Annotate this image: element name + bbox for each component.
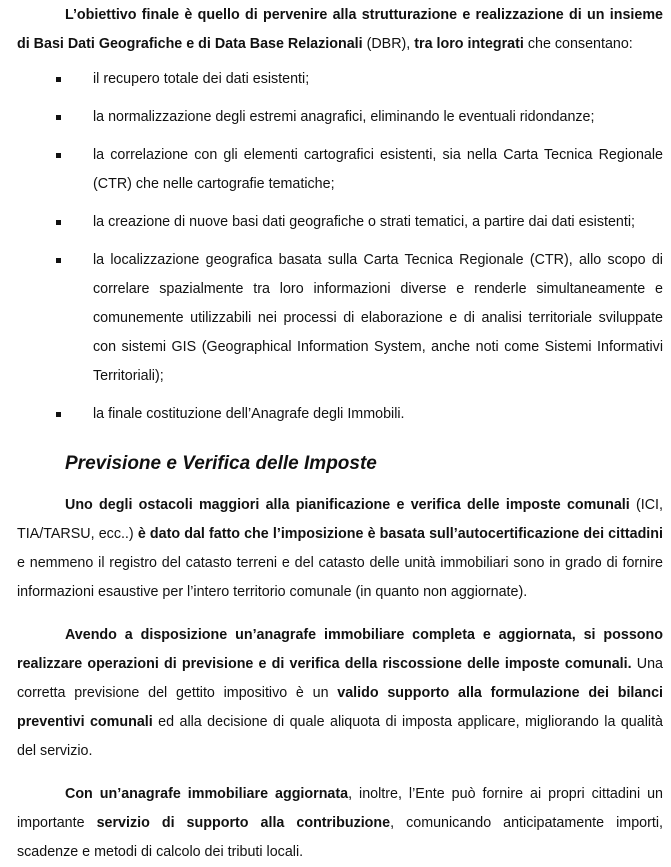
square-bullet-icon: [56, 115, 61, 120]
p1-bold-2: è dato dal fatto che l’imposizione è basata sull’autocertificazione dei cittadini: [137, 526, 663, 542]
paragraph-forecast: [17, 621, 663, 766]
list-item: [17, 246, 663, 391]
p2-bold-1: Avendo a disposizione un’anagrafe immobiliare completa e aggiornata, si possono realizzare operazioni di previsione e di verifica della riscossione delle imposte comunali.: [17, 627, 663, 672]
section-heading: Previsione e Verifica delle Imposte: [65, 453, 377, 474]
objectives-list: [17, 65, 663, 429]
square-bullet-icon: [56, 258, 61, 263]
p2-text-1: Una corretta previsione del gettito impositivo è un: [17, 656, 664, 701]
paragraph-support: [17, 780, 663, 867]
list-item: [17, 208, 663, 237]
paragraph-gap: [17, 766, 663, 780]
list-item-text: la creazione di nuove basi dati geografiche o strati tematici, a partire dai dati esistenti;: [93, 214, 635, 230]
intro-paragraph: [17, 1, 663, 59]
intro-text-2: che consentano:: [523, 36, 633, 52]
paragraph-gap: [17, 607, 663, 621]
intro-bold-1: L’obiettivo finale è quello di pervenire alla strutturazione e realizzazione di un insieme di Basi Dati Geografiche e di Data Base Relazionali: [17, 7, 663, 52]
list-item-text: il recupero totale dei dati esistenti;: [93, 71, 310, 87]
square-bullet-icon: [56, 220, 61, 225]
p3-text-2: , comunicando anticipatamente importi, scadenze e metodi di calcolo dei tributi locali.: [17, 815, 663, 860]
list-item: [17, 65, 663, 94]
list-item: [17, 103, 663, 132]
p2-bold-2: valido supporto alla formulazione dei bilanci preventivi comunali: [17, 685, 663, 730]
p1-bold-1: Uno degli ostacoli maggiori alla pianificazione e verifica delle imposte comunali: [65, 497, 630, 513]
list-item-text: la localizzazione geografica basata sulla Carta Tecnica Regionale (CTR), allo scopo di correlare spazialmente tra loro informazioni diverse e renderle simultaneamente e comunemente utilizzabili nei processi di elaborazione e di analisi territoriale sviluppate con sistemi GIS (Geographical Information System, anche noti come Sistemi Informativi Territoriali);: [93, 252, 663, 384]
p1-text-1: (ICI, TIA/TARSU, ecc..): [17, 497, 663, 542]
list-item-text: la finale costituzione dell’Anagrafe degli Immobili.: [93, 406, 405, 422]
list-item: [17, 400, 663, 429]
p3-bold-1: Con un’anagrafe immobiliare aggiornata: [65, 786, 349, 802]
p3-text-1: , inoltre, l’Ente può fornire ai propri cittadini un importante: [17, 786, 663, 831]
p2-text-2: ed alla decisione di quale aliquota di imposta applicare, migliorando la qualità del servizio.: [17, 714, 663, 759]
square-bullet-icon: [56, 77, 61, 82]
list-item-text: la correlazione con gli elementi cartografici esistenti, sia nella Carta Tecnica Regionale (CTR) che nelle cartografie tematiche;: [93, 147, 663, 192]
document-page: [17, 0, 663, 867]
p1-text-2: e nemmeno il registro del catasto terreni e del catasto delle unità immobiliari sono in grado di fornire informazioni esaustive per l’intero territorio comunale (in quanto non aggiornate).: [17, 555, 663, 600]
list-item: [17, 141, 663, 199]
paragraph-obstacles: [17, 491, 663, 607]
square-bullet-icon: [56, 153, 61, 158]
intro-text-1: (DBR),: [362, 36, 415, 52]
p3-bold-2: servizio di supporto alla contribuzione: [96, 815, 391, 831]
square-bullet-icon: [56, 412, 61, 417]
list-item-text: la normalizzazione degli estremi anagrafici, eliminando le eventuali ridondanze;: [93, 109, 595, 125]
intro-bold-2: tra loro integrati: [414, 36, 524, 52]
